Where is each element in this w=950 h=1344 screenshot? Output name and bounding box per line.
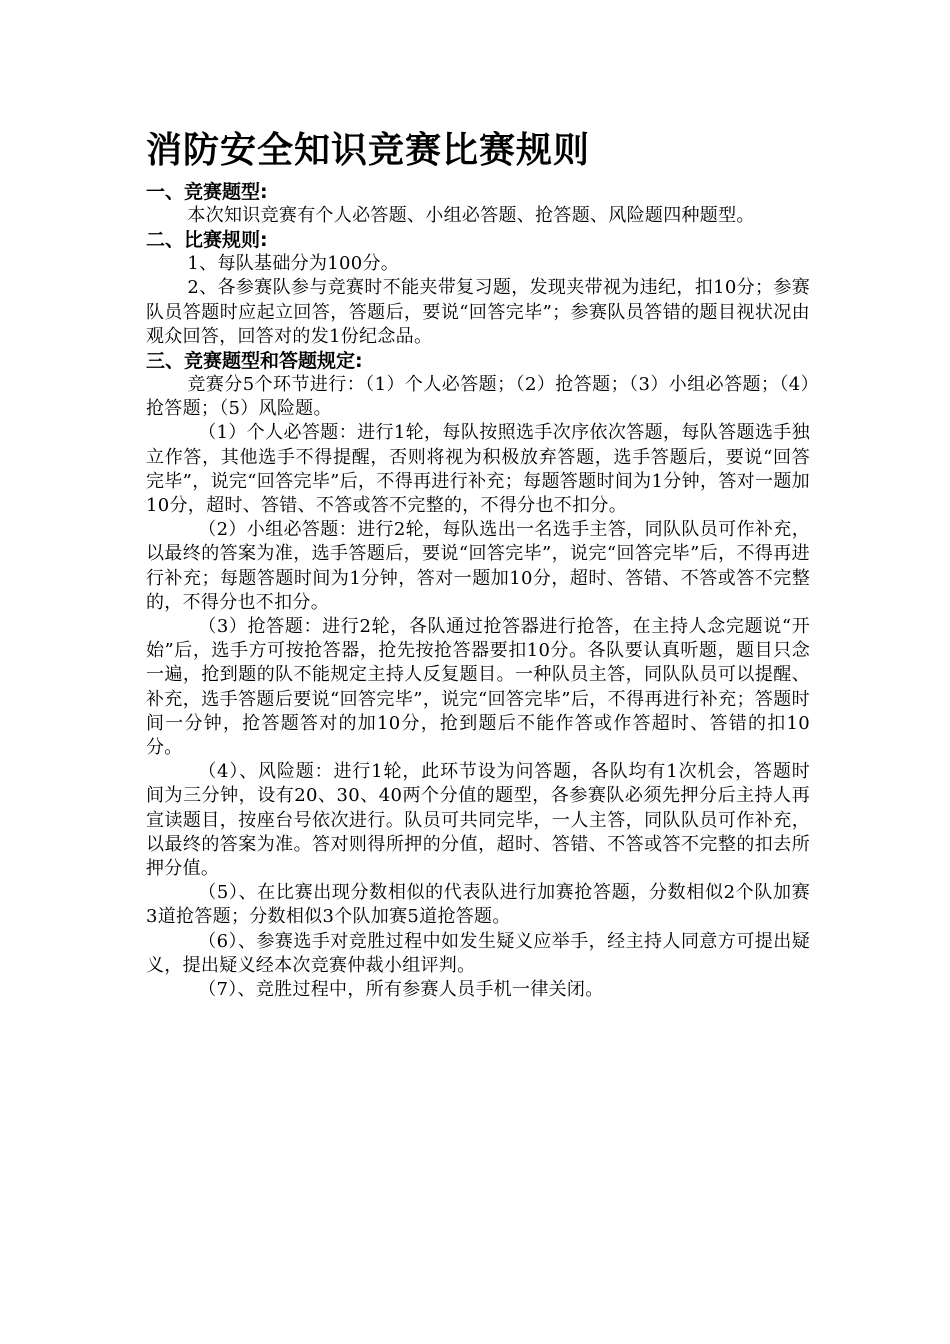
section-heading-rules: 二、比赛规则: xyxy=(146,229,268,252)
paragraph-rule-1: 1、每队基础分为100分。 xyxy=(187,253,400,275)
paragraph-buzzer-questions: （3）抢答题：进行2轮，各队通过抢答器进行抢答，在主持人念完题说“开始”后，选手方可按抢答器，抢先按抢答器要扣10分。各队要认真听题，题目只念一遍，抢到题的队不能规定主持人反复题目。一种队员主答，同队队员可以提醒、补充，选手答题后要说“回答完毕”，说完“回答完毕”后，不得再进行补充；答题时间一分钟，抢答题答对的加10分，抢到题后不能作答或作答超时、答错的扣10分。 xyxy=(146,616,810,759)
paragraph-risk-questions: （4）、风险题：进行1轮，此环节设为问答题，各队均有1次机会，答题时间为三分钟，设有20、30、40两个分值的题型，各参赛队必须先押分后主持人再宣读题目，按座台号依次进行。队员可共同完毕，一人主答，同队队员可作补充，以最终的答案为准。答对则得所押的分值，超时、答错、不答或答不完整的扣去所押分值。 xyxy=(146,761,810,880)
paragraph-rule-2: 2、各参赛队参与竞赛时不能夹带复习题，发现夹带视为违纪，扣10分；参赛队员答题时应起立回答，答题后，要说“回答完毕”；参赛队员答错的题目视状况由观众回答，回答对的发1份纪念品。 xyxy=(146,277,810,347)
paragraph-group-questions: （2）小组必答题：进行2轮，每队选出一名选手主答，同队队员可作补充，以最终的答案为准，选手答题后，要说“回答完毕”，说完“回答完毕”后，不得再进行补充；每题答题时间为1分钟，答对一题加10分，超时、答错、不答或答不完整的，不得分也不扣分。 xyxy=(146,519,810,613)
paragraph-stages: 竞赛分5个环节进行：（1）个人必答题；（2）抢答题；（3）小组必答题；（4）抢答题；（5）风险题。 xyxy=(146,374,810,420)
document-title: 消防安全知识竞赛比赛规则 xyxy=(146,130,591,171)
paragraph-tiebreak: （5）、在比赛出现分数相似的代表队进行加赛抢答题，分数相似2个队加赛3道抢答题；分数相似3个队加赛5道抢答题。 xyxy=(146,882,810,928)
paragraph-individual-questions: （1）个人必答题：进行1轮，每队按照选手次序依次答题，每队答题选手独立作答，其他选手不得提醒，否则将视为积极放弃答题，选手答题后，要说“回答完毕”，说完“回答完毕”后，不得再进行补充；每题答题时间为1分钟，答对一题加10分，超时、答错、不答或答不完整的，不得分也不扣分。 xyxy=(146,422,810,517)
paragraph-phones-off: （7）、竞胜过程中，所有参赛人员手机一律关闭。 xyxy=(198,979,604,1001)
document-page xyxy=(146,124,810,1002)
section-heading-answer-rules: 三、竞赛题型和答题规定: xyxy=(146,350,363,373)
paragraph-objections: （6）、参赛选手对竞胜过程中如发生疑义应举手，经主持人同意方可提出疑义，提出疑义经本次竞赛仲裁小组评判。 xyxy=(146,930,810,976)
section-heading-question-types: 一、竞赛题型: xyxy=(146,181,268,203)
paragraph-question-types: 本次知识竞赛有个人必答题、小组必答题、抢答题、风险题四种题型。 xyxy=(187,205,755,226)
